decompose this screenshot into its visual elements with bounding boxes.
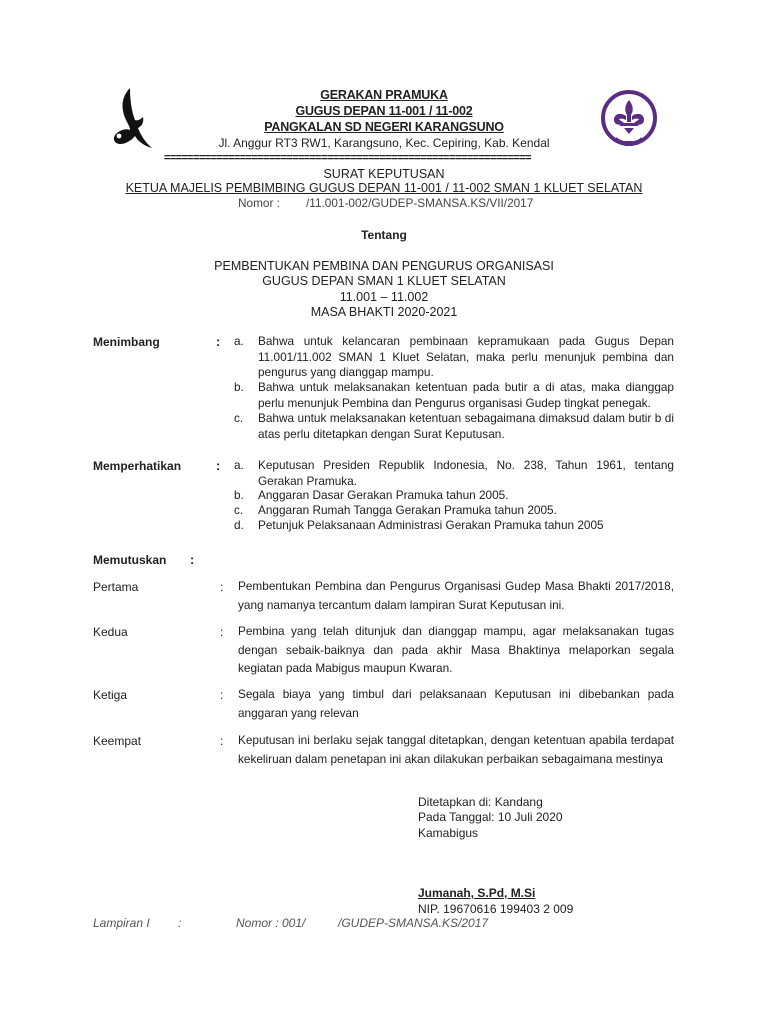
subject-line-2: GUGUS DEPAN SMAN 1 KLUET SELATAN: [262, 274, 506, 288]
signature-date: Pada Tanggal: 10 Juli 2020: [418, 810, 563, 824]
subject-line-3: 11.001 – 11.002: [339, 290, 429, 304]
item-text: Anggaran Rumah Tangga Gerakan Pramuka tahun 2005.: [258, 503, 557, 517]
memperhatikan-colon: :: [216, 458, 221, 473]
number-label: Nomor :: [238, 196, 280, 210]
item-letter: c.: [234, 503, 244, 517]
memperhatikan-label: Memperhatikan: [93, 459, 182, 473]
item-text: Keputusan Presiden Republik Indonesia, No. 238, Tahun 1961, tentang Gerakan Pramuka.: [258, 458, 674, 488]
menimbang-item-a: [234, 334, 674, 381]
item-letter: b.: [234, 380, 244, 394]
address: Jl. Anggur RT3 RW1, Karangsuno, Kec. Cepiring, Kab. Kendal: [218, 136, 550, 150]
attachment-number: Nomor : 001/: [236, 916, 306, 930]
memperhatikan-item-c: [234, 503, 674, 519]
item-text: Bahwa untuk kelancaran pembinaan kepramukaan pada Gugus Depan 11.001/11.002 SMAN 1 Kluet Selatan, maka perlu menunjuk pembina dan pengurus yang dianggap mampu.: [258, 334, 674, 379]
item-text: Petunjuk Pelaksanaan Administrasi Gerakan Pramuka tahun 2005: [258, 518, 604, 532]
menimbang-label: Menimbang: [93, 335, 160, 349]
decision-text-pertama: Pembentukan Pembina dan Pengurus Organisasi Gudep Masa Bhakti 2017/2018, yang namanya tercantum dalam lampiran Surat Keputusan ini.: [238, 579, 674, 612]
item-letter: b.: [234, 488, 244, 502]
menimbang-item-b: [234, 380, 674, 411]
item-letter: c.: [234, 411, 244, 425]
signatory-nip: NIP. 19670616 199403 2 009: [418, 902, 574, 916]
attachment-ref: /GUDEP-SMANSA.KS/2017: [338, 916, 489, 930]
decision-colon: :: [220, 734, 224, 748]
memutuskan-colon: :: [190, 552, 195, 567]
memperhatikan-item-d: [234, 518, 674, 534]
number-value: /11.001-002/GUDEP-SMANSA.KS/VII/2017: [306, 196, 534, 210]
decision-text-kedua: Pembina yang telah ditunjuk dan dianggap mampu, agar melaksanakan tugas dengan sebaik-baiknya dan pada akhir Masa Bhaktinya melaporkan segala kegiatan pada Mabigus maupun Kwaran.: [238, 624, 674, 675]
subject-line-4: MASA BHAKTI 2020-2021: [310, 305, 458, 319]
attachment-colon: :: [178, 916, 182, 930]
about-label: Tentang: [361, 228, 407, 242]
menimbang-colon: :: [216, 334, 221, 349]
item-text: Anggaran Dasar Gerakan Pramuka tahun 2005.: [258, 488, 509, 502]
decision-text-keempat: Keputusan ini berlaku sejak tanggal ditetapkan, dengan ketentuan apabila terdapat kekeliruan dalam penetapan ini akan dilakukan perbaikan sebagaimana mestinya: [238, 733, 674, 766]
memutuskan-label: Memutuskan: [93, 553, 167, 567]
item-letter: d.: [234, 518, 244, 532]
signatory-name: Jumanah, S.Pd, M.Si: [418, 886, 536, 900]
menimbang-item-c: [234, 411, 674, 442]
base-name: PANGKALAN SD NEGERI KARANGSUNO: [264, 120, 504, 134]
decision-colon: :: [220, 625, 224, 639]
signature-place: Ditetapkan di: Kandang: [418, 795, 543, 809]
memperhatikan-item-b: [234, 488, 674, 504]
signature-role: Kamabigus: [418, 826, 479, 840]
decision-colon: :: [220, 580, 224, 594]
header-divider: ===============================================================: [164, 152, 531, 164]
decision-label-keempat: Keempat: [93, 734, 142, 748]
org-name: GERAKAN PRAMUKA: [320, 88, 448, 102]
decision-colon: :: [220, 688, 224, 702]
decision-label-ketiga: Ketiga: [93, 688, 128, 702]
issuer: KETUA MAJELIS PEMBIMBING GUGUS DEPAN 11-001 / 11-002 SMAN 1 KLUET SELATAN: [125, 181, 643, 195]
doc-type: SURAT KEPUTUSAN: [323, 167, 445, 181]
subject-line-1: PEMBENTUKAN PEMBINA DAN PENGURUS ORGANISASI: [214, 259, 554, 273]
decision-label-pertama: Pertama: [93, 580, 139, 594]
unit-name: GUGUS DEPAN 11-001 / 11-002: [295, 104, 473, 118]
attachment-label: Lampiran I: [93, 916, 150, 930]
decision-label-kedua: Kedua: [93, 625, 128, 639]
item-letter: a.: [234, 458, 244, 472]
decision-text-ketiga: Segala biaya yang timbul dari pelaksanaan Keputusan ini dibebankan pada anggaran yang relevan: [238, 687, 674, 720]
item-letter: a.: [234, 334, 244, 348]
memperhatikan-item-a: [234, 458, 674, 489]
item-text: Bahwa untuk melaksanakan ketentuan pada butir a di atas, maka dianggap perlu menunjuk Pembina dan Pengurus organisasi Gudep tingkat penegak.: [258, 380, 674, 410]
item-text: Bahwa untuk melaksanakan ketentuan sebagaimana dimaksud dalam butir b di atas perlu ditetapkan dengan Surat Keputusan.: [258, 411, 674, 441]
